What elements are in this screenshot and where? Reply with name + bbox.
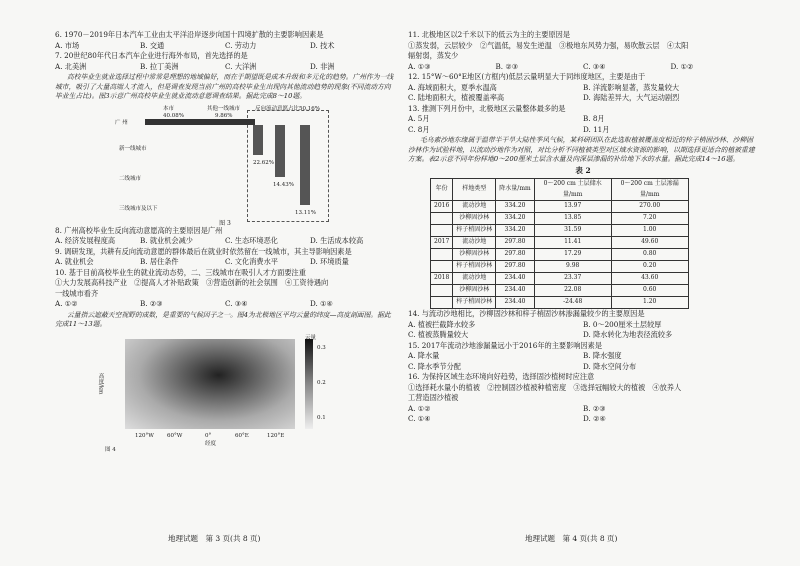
option: A. 就业机会 [55, 257, 94, 266]
table-cell: 0.80 [611, 249, 688, 261]
question-11-stem: 11. 北极地区以2千米以下的低云为主的主要原因是 [408, 30, 571, 39]
table-row [431, 213, 689, 225]
fig4-cbar-title: 云量 [305, 334, 317, 341]
fig4-xtick: 120°W [135, 432, 154, 439]
option: D. ①④ [310, 299, 333, 308]
table-cell: 1.00 [611, 225, 688, 237]
fig3-arrow [275, 125, 285, 177]
option: C. 生态环境恶化 [225, 236, 278, 245]
option: D. 环境质量 [310, 257, 349, 266]
option: D. 技术 [310, 40, 335, 50]
question-16-sub: 工营造固沙植被 [408, 393, 459, 402]
table-cell: 22.08 [534, 285, 611, 297]
table-cell: 0.20 [611, 261, 688, 273]
left-page [55, 30, 395, 453]
fig4-xtick: 0° [205, 432, 212, 439]
passage-14-16: 毛乌素沙地东缘属于温带半干旱大陆性季风气候，某科研团队在此选取植被覆盖度相近的梓子梢固沙林、沙柳固沙林作为试验样地，以流动沙地作为对照，对比分析不同植被类型对区域水资源的影响，以期选择更适合的植被重建方案。表2示意不同年份样地0～200厘米土层含水量及向深层渗漏的补给地下水的水量。据此完成14～16题。 [408, 136, 755, 163]
fig4-xtick: 120°E [267, 432, 285, 439]
option: B. ②③ [495, 61, 519, 71]
left-page-footer: 地理试题 第 3 页(共 8 页) [168, 534, 261, 543]
table-header-row [431, 179, 689, 201]
table-cell: 沙柳固沙林 [453, 285, 496, 297]
fig3-arrow [145, 119, 255, 125]
option: B. ②③ [140, 299, 163, 308]
table-header: 年份 [431, 179, 453, 201]
table-cell: 234.40 [496, 297, 534, 309]
table-cell: 2017 [431, 237, 453, 249]
question-15-options-cd [408, 362, 758, 373]
question-12-stem: 12. 15°W～60°E地区(方框内)低层云量明显大于同纬度地区，主要是由于 [408, 72, 646, 81]
fig3-caption: 图 3 [219, 219, 231, 227]
table-cell: 流动沙地 [453, 237, 496, 249]
option: C. 劳动力 [225, 40, 257, 50]
option: A. 海域面积大，夏季水温高 [408, 82, 497, 92]
table-cell: 7.20 [611, 213, 688, 225]
fig4-cloud-heatmap [125, 339, 295, 429]
table-cell: 334.20 [496, 213, 534, 225]
fig4-xtick: 60°E [235, 432, 249, 439]
figure-4 [95, 333, 335, 453]
question-11-sub: 辐射弱，蒸发少 [408, 51, 459, 60]
table-cell: 0.60 [611, 285, 688, 297]
table-row [431, 273, 689, 285]
table-header: 样地类型 [453, 179, 496, 201]
table-row [431, 237, 689, 249]
table-2 [430, 178, 689, 309]
option: C. 植被蒸腾量较大 [408, 330, 469, 339]
table-cell: 11.41 [534, 237, 611, 249]
fig3-label-reverse: 反向流动意愿占比50.16% [255, 105, 320, 112]
question-9-stem: 9. 调研发现，共耕有反向流动意愿的群体最后在就业时依然留在一线城市，其主导影响因素是 [55, 246, 352, 256]
option: C. 大洋洲 [225, 61, 257, 71]
option: A. 5月 [408, 114, 430, 123]
option: A. 市场 [55, 40, 80, 50]
table-body [431, 201, 689, 309]
table-row [431, 285, 689, 297]
question-16-options-ab [408, 404, 758, 415]
fig3-row: 二线城市 [119, 175, 142, 182]
fig4-caption: 图 4 [105, 446, 116, 453]
passage-11-13: 云量指云遮蔽天空视野的成数，是重要的气候因子之一。图4为北极地区平均云量的纬度—高度剖面图。据此完成11～13题。 [55, 310, 391, 328]
question-12-options-ab [408, 83, 758, 94]
option: D. 海陆差异大，大气运动剧烈 [583, 93, 680, 102]
table-cell: 43.60 [611, 273, 688, 285]
question-7-stem: 7. 20世纪80年代日本汽车企业进行海外布局，首先选择的是 [55, 51, 248, 60]
option: D. 生活成本较高 [310, 236, 364, 245]
table-row [431, 225, 689, 237]
question-11-sub: ①蒸发弱，云层较少 ②气温低，易发生逆温 ③极地东风势力强，易吹散云层 ④太阳 [408, 40, 689, 50]
question-8-options [55, 236, 395, 247]
option: A. 经济发展程度高 [55, 236, 116, 245]
fig4-colorbar [305, 339, 313, 429]
table-cell: 17.29 [534, 249, 611, 261]
fig3-value: 14.43% [273, 181, 294, 188]
table-cell: 13.97 [534, 201, 611, 213]
table-cell: 1.20 [611, 297, 688, 309]
fig3-row: 新一线城市 [119, 145, 147, 152]
question-6-stem: 6. 1970－2019年日本汽车工业由太平洋沿岸逐步向国十四境扩散的主要影响因素是 [55, 30, 324, 39]
fig3-label-local: 本市 [163, 105, 175, 112]
fig4-xlabel: 经度 [205, 440, 217, 447]
option: B. 拉丁美洲 [140, 61, 179, 71]
option: A. 降水量 [408, 351, 440, 360]
question-15-stem: 15. 2017年流动沙地渗漏量远小于2016年的主要影响因素是 [408, 340, 603, 350]
table-cell: 31.59 [534, 225, 611, 237]
question-14-stem: 14. 与流动沙地相比，沙柳固沙林和梓子梢固沙林渗漏量较少的主要原因是 [408, 309, 645, 318]
option: B. 洋流影响显著，蒸发量较大 [583, 82, 680, 92]
option: C. 陆地面积大，植被覆盖率高 [408, 93, 505, 102]
question-12-options-cd [408, 93, 758, 104]
right-page [408, 30, 758, 425]
question-8-stem: 8. 广州高校毕业生反向流动意愿高的主要原因是广州 [55, 225, 223, 235]
option: B. 0～200厘米土层较厚 [583, 319, 662, 329]
question-16-sub: ①选择耗水量小的植被 ②控制固沙植被种植密度 ③选择冠幅较大的植被 ④放养人 [408, 382, 682, 392]
option: A. ①② [55, 299, 78, 308]
option: B. 8月 [583, 114, 605, 123]
table-2-title: 表 2 [575, 165, 591, 175]
option: B. 就业机会减少 [140, 236, 193, 245]
question-7-options [55, 62, 395, 73]
question-16-stem: 16. 为保持区域生态环境向好趋势，选择固沙植树时应注意 [408, 372, 595, 381]
table-cell: 270.00 [611, 201, 688, 213]
table-cell [431, 225, 453, 237]
table-row [431, 249, 689, 261]
table-cell: 流动沙地 [453, 201, 496, 213]
fig3-value: 9.86% [215, 112, 233, 119]
fig3-value: 40.08% [163, 112, 184, 119]
table-cell: 梓子梢固沙林 [453, 225, 496, 237]
fig3-label-tier1: 其他一线城市 [207, 105, 241, 112]
question-10-options [55, 299, 395, 310]
option: D. ②④ [583, 414, 606, 423]
question-13-stem: 13. 推测下列月份中，北极地区云量整体最多的是 [408, 103, 566, 113]
option: A. ①③ [408, 61, 431, 71]
question-15-options-ab [408, 351, 758, 362]
fig3-arrow [300, 125, 310, 205]
option: C. 8月 [408, 124, 430, 134]
option: A. 北美洲 [55, 61, 87, 71]
table-cell [431, 261, 453, 273]
option: C. 降水季节分配 [408, 361, 461, 371]
table-cell: 334.20 [496, 201, 534, 213]
table-cell [431, 285, 453, 297]
table-cell: 23.37 [534, 273, 611, 285]
option: D. 11月 [583, 124, 610, 134]
fig3-arrow [253, 125, 263, 155]
fig4-xtick: 60°W [167, 432, 183, 439]
question-16-options-cd [408, 414, 758, 425]
option: D. 非洲 [310, 61, 335, 71]
fig3-row: 三线城市及以下 [119, 205, 158, 212]
table-cell [431, 213, 453, 225]
table-cell: 334.20 [496, 225, 534, 237]
table-header: 降水量/mm [496, 179, 534, 201]
fig4-cbar-tick: 0.3 [317, 344, 326, 351]
fig3-value: 13.11% [295, 209, 316, 216]
table-cell: 2016 [431, 201, 453, 213]
question-11-options [408, 62, 758, 73]
right-page-footer: 地理试题 第 4 页(共 8 页) [525, 534, 618, 543]
table-cell [431, 297, 453, 309]
option: B. 居住条件 [140, 257, 179, 266]
question-10-stem: 10. 基于目前高校毕业生的就业流动态势，二、三线城市在吸引人才方面要注重 [55, 267, 306, 277]
option: C. ①④ [408, 414, 431, 423]
question-9-options [55, 257, 395, 268]
option: A. 植被拦截降水较多 [408, 319, 476, 329]
table-header: 0～200 cm 土层渗漏量/mm [611, 179, 688, 201]
option: B. 降水强度 [583, 351, 622, 360]
option: B. 交通 [140, 40, 165, 50]
table-cell: 梓子梢固沙林 [453, 261, 496, 273]
table-cell: 沙柳固沙林 [453, 213, 496, 225]
fig4-cbar-tick: 0.2 [317, 379, 326, 386]
table-row [431, 201, 689, 213]
fig4-ylabel: 高度/km [97, 372, 104, 394]
question-10-sub: ①大力发展高科技产业 ②提高人才补贴政策 ③营造创新的社会氛围 ④工资待遇向 [55, 278, 329, 287]
option: D. 降水转化为地表径流较多 [583, 330, 673, 339]
question-10-sub: 一线城市看齐 [55, 288, 99, 298]
option: C. 文化消费水平 [225, 257, 278, 266]
table-cell [431, 249, 453, 261]
table-cell: 流动沙地 [453, 273, 496, 285]
table-cell: -24.48 [534, 297, 611, 309]
table-cell: 13.85 [534, 213, 611, 225]
question-13-options-cd [408, 125, 758, 136]
figure-3 [115, 104, 335, 226]
table-cell: 297.80 [496, 261, 534, 273]
passage-8-10: 高校毕业生就业选择过程中常常是理想的地域偏好，而在于期望既是成本升级和多元化的趋势。广州作为一线城市，吸引了大量高端人才流入，但是调查发现当前广州的高校毕业生出现向其他流动趋势的现象(不同流动方向毕业生占比)。图3示意广州高校毕业生就业流动意愿调查结果。据此完成8～10题。 [55, 73, 394, 100]
table-row [431, 261, 689, 273]
option: D. 降水空间分布 [583, 361, 637, 371]
fig3-value: 22.62% [253, 159, 274, 166]
table-cell: 297.80 [496, 237, 534, 249]
table-cell: 2018 [431, 273, 453, 285]
option: B. ②③ [583, 403, 606, 413]
table-header: 0～200 cm 土层储水量/mm [534, 179, 611, 201]
option: A. ①② [408, 403, 431, 413]
question-14-options-ab [408, 320, 758, 331]
question-13-options-ab [408, 114, 758, 125]
table-cell: 234.40 [496, 273, 534, 285]
option: C. ③④ [583, 61, 606, 71]
option: D. ①② [670, 61, 694, 71]
question-14-options-cd [408, 330, 758, 341]
table-cell: 梓子梢固沙林 [453, 297, 496, 309]
question-6-options [55, 41, 395, 52]
table-row [431, 297, 689, 309]
table-cell: 沙柳固沙林 [453, 249, 496, 261]
table-cell: 297.80 [496, 249, 534, 261]
table-cell: 9.98 [534, 261, 611, 273]
fig3-row: 广 州 [115, 119, 128, 126]
fig4-cbar-tick: 0.1 [317, 414, 326, 421]
table-cell: 234.40 [496, 285, 534, 297]
option: C. ③④ [225, 299, 248, 308]
table-cell: 49.60 [611, 237, 688, 249]
